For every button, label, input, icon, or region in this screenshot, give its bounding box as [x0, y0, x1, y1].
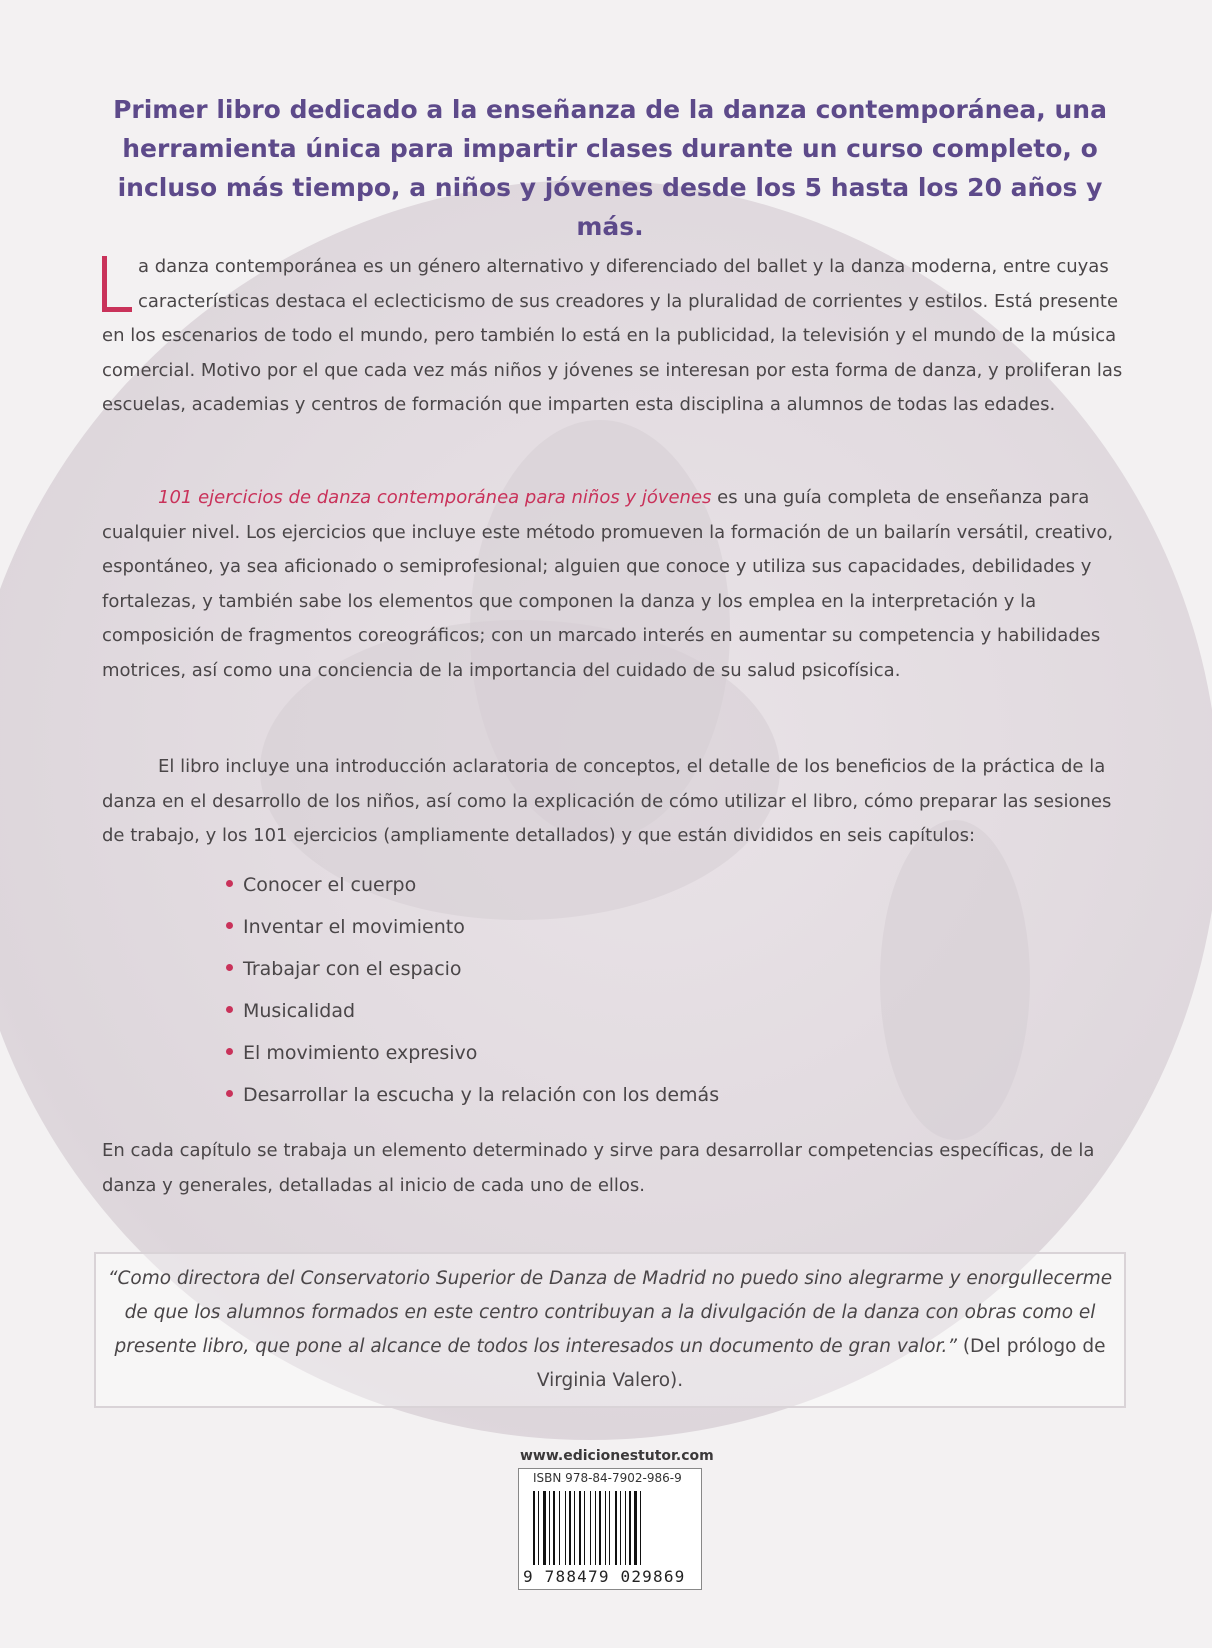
bullet-icon	[226, 1090, 233, 1097]
list-item: Conocer el cuerpo	[226, 864, 719, 906]
isbn-label: ISBN 978-84-7902-986-9	[533, 1471, 682, 1485]
guide-paragraph-text: es una guía completa de enseñanza para cualquier nivel. Los ejercicios que incluye este método promueven la formación de un bailarín versátil, creativo, espontáneo, ya sea aficionado o semiprofesional; alguien que conoce y utiliza sus capacidades, debilidades y fortalezas, y también sabe los elementos que componen la danza y los emplea en la interpretación y la composición de fragmentos coreográficos; con un marcado interés en aumentar su competencia y habilidades motrices, así como una conciencia de la importancia del cuidado de su salud psicofísica.	[102, 487, 1114, 681]
list-item: Trabajar con el espacio	[226, 948, 719, 990]
intro-paragraph	[102, 250, 1130, 423]
headline: Primer libro dedicado a la enseñanza de la danza contemporánea, una herramienta única para impartir clases durante un curso completo, o incluso más tiempo, a niños y jóvenes desde los 5 hasta los 20 años y más.	[113, 95, 1107, 241]
quote-text: “Como directora del Conservatorio Superior de Danza de Madrid no puedo sino alegrarme y enorgullecerme de que los alumnos formados en este centro contribuyan a la divulgación de la danza con obras como el presente libro, que pone al alcance de todos los interesados un documento de gran valor.”	[107, 1268, 1113, 1357]
contents-paragraph-text: El libro incluye una introducción aclaratoria de conceptos, el detalle de los beneficios de la práctica de la danza en el desarrollo de los niños, así como la explicación de cómo utilizar el libro, cómo preparar las sesiones de trabajo, y los 101 ejercicios (ampliamente detallados) y que están divididos en seis capítulos:	[102, 756, 1112, 846]
barcode-digits: 9 788479 029869	[523, 1567, 686, 1586]
barcode-bars-icon	[533, 1491, 689, 1565]
prologue-quote-box	[94, 1252, 1126, 1408]
bullet-icon	[226, 1048, 233, 1055]
list-item: Musicalidad	[226, 990, 719, 1032]
bullet-icon	[226, 1006, 233, 1013]
list-item: Inventar el movimiento	[226, 906, 719, 948]
intro-paragraph-text: a danza contemporánea es un género alternativo y diferenciado del ballet y la danza moderna, entre cuyas características destaca el eclecticismo de sus creadores y la pluralidad de corrientes y estilos. Está presente en los escenarios de todo el mundo, pero también lo está en la publicidad, la televisión y el mundo de la música comercial. Motivo por el que cada vez más niños y jóvenes se interesan por esta forma de danza, y proliferan las escuelas, academias y centros de formación que imparten esta disciplina a alumnos de todas las edades.	[102, 256, 1123, 415]
barcode	[518, 1468, 702, 1590]
background-dancer-shape	[880, 820, 1030, 1140]
guide-paragraph	[102, 481, 1130, 688]
quote-source: (Del prólogo de Virginia Valero).	[536, 1336, 1106, 1391]
bullet-icon	[226, 922, 233, 929]
closing-paragraph: En cada capítulo se trabaja un elemento determinado y sirve para desarrollar competencias específicas, de la danza y generales, detalladas al inicio de cada uno de ellos.	[102, 1140, 1095, 1196]
chapter-list	[226, 864, 719, 1116]
list-item: El movimiento expresivo	[226, 1032, 719, 1074]
book-title: 101 ejercicios de danza contemporánea para niños y jóvenes	[158, 487, 712, 508]
contents-paragraph	[102, 750, 1130, 854]
publisher-website: www.edicionestutor.com	[520, 1448, 714, 1464]
bullet-icon	[226, 880, 233, 887]
prologue-quote	[96, 1262, 1124, 1398]
drop-cap-l-icon	[102, 256, 132, 312]
bullet-icon	[226, 964, 233, 971]
list-item: Desarrollar la escucha y la relación con los demás	[226, 1074, 719, 1116]
